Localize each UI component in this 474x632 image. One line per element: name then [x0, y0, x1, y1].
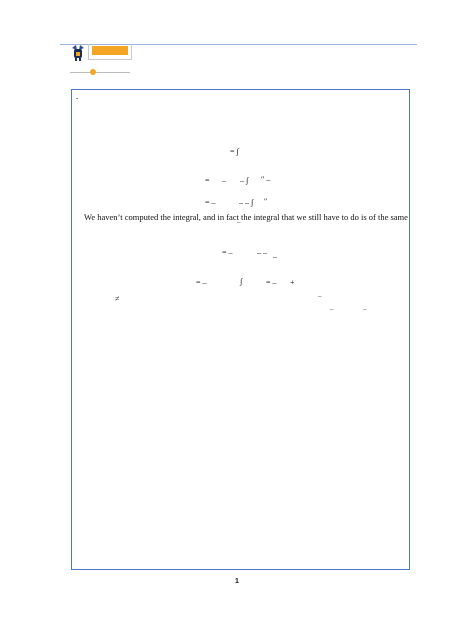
- equation-line-1: = ∫: [230, 147, 239, 156]
- equation-line-4-part-a: = –: [222, 248, 233, 257]
- equation-line-5-part-a: = –: [196, 278, 207, 287]
- content-frame: [71, 89, 410, 570]
- equation-line-3-part-b: – – ∫: [239, 198, 254, 207]
- equation-mark-b: ¯: [318, 296, 322, 304]
- equation-line-2-part-d: ″ –: [261, 175, 271, 184]
- progress-marker: [90, 69, 96, 75]
- equation-line-2-part-a: =: [205, 176, 210, 185]
- equation-line-5-part-d: +: [290, 278, 295, 287]
- equation-line-3-part-c: ″: [264, 197, 268, 206]
- header-tab-highlight: [92, 46, 128, 55]
- equation-mark-a: ¯: [237, 222, 241, 230]
- equation-line-2-part-c: – ∫: [240, 176, 249, 185]
- equation-line-5-part-b: ∫: [240, 277, 243, 286]
- body-paragraph: We haven’t computed the integral, and in fact the integral that we still have to do is of the same: [84, 212, 408, 222]
- page-number: 1: [235, 578, 239, 585]
- equation-mark-d: ¯: [363, 309, 367, 317]
- corner-mark: -: [76, 94, 79, 102]
- equation-line-3-part-a: = –: [205, 198, 216, 207]
- mascot-logo-icon: [70, 44, 86, 61]
- progress-track: [70, 72, 130, 73]
- not-equal-sign: ≠: [115, 294, 120, 303]
- equation-mark-c: ¯: [330, 309, 334, 317]
- equation-line-2-part-b: –: [222, 176, 226, 185]
- equation-line-5-part-c: = –: [266, 278, 277, 287]
- equation-line-4-part-b: – –: [257, 248, 267, 257]
- equation-line-4-part-c: _: [273, 250, 277, 259]
